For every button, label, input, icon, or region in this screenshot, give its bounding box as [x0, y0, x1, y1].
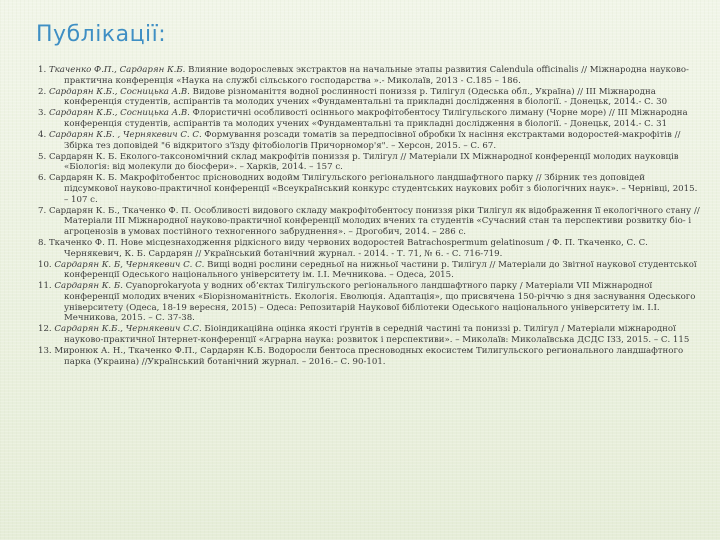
publication-number: 1. — [38, 65, 47, 75]
publication-list — [38, 65, 700, 368]
publication-number: 8. — [38, 238, 47, 248]
publication-number: 13. — [38, 345, 52, 356]
publication-text: Водоросли бентоса пресноводных екосистем Тилигульского регионального ландшафтного парка (Украина) //Український ботанічний журнал. – 2016.– С. 90-101. — [64, 345, 684, 367]
publication-text: Видове різноманіття водної рослинності пониззя р. Тилігул (Одеська обл., Україна) // III Міжнародна конференція студентів, аспірантів та молодих учених «Фундаментальні та прикладні дослідження в біології. - Донецьк, 2014.- С. 30 — [64, 86, 668, 108]
publication-item — [38, 130, 700, 151]
publication-authors: Сардарян К.Б., Чернякевич С.С. — [54, 324, 202, 335]
publication-item — [38, 65, 700, 86]
publication-item — [38, 260, 700, 281]
publication-authors: Сардарян К. Б., Ткаченко Ф. П. — [48, 205, 192, 216]
publication-item — [38, 152, 700, 173]
publication-text: Біоіндикаційна оцінка якості ґрунтів в середній частині та пониззі р. Тилігул / Матеріали міжнародної науково-практичної Інтернет-конференції «Аграрна наука: розвиток і перспективи». – Миколаїв: Миколаївська ДСДС ІЗЗ, 2015. – С. 115 — [64, 324, 690, 345]
publication-text: Вищі водні рослини середньої на нижньої частини р. Тилігул // Матеріали до Звітної наукової студентської конференції Одеського національного університету ім. І.І. Мечникова. – Одеса, 2015. — [64, 259, 697, 281]
publication-text: Cyanoprokaryota у водних об’єктах Тилігульского регіонального ландшафтного парку / Матеріали VII Міжнародної конференції молодих вчених «Біорізноманітність. Екологія. Еволюція. Адаптація», що присвячена 150-річчю з дня заснування Одеського університету (Одеса, 18-19 вересня, 2015) – Одеса: Репозитарій Наукової бібліотеки Одеського національного університету ім. І.І. Мечникова, 2015. – С. 37-38. — [64, 281, 696, 324]
publication-authors: Сардарян К.Б., Сосницька А.В. — [48, 86, 190, 97]
publication-number: 12. — [38, 324, 52, 335]
publication-number: 7. — [38, 205, 47, 216]
publication-item — [38, 108, 700, 129]
publication-item — [38, 324, 700, 345]
publication-item — [38, 206, 700, 238]
publication-authors: Сардарян К.Б. , Чернякевич С. С. — [48, 130, 202, 141]
publication-number: 3. — [38, 108, 47, 119]
publication-item — [38, 173, 700, 205]
publication-number: 11. — [38, 281, 52, 292]
publication-item — [38, 87, 700, 108]
publication-number: 2. — [38, 86, 47, 97]
publication-authors: Сардарян К. Б. — [48, 173, 118, 184]
publication-number: 5. — [38, 151, 47, 162]
publication-authors: Миронюк А. Н., Ткаченко Ф.П., Сардарян К.Б. — [54, 345, 266, 356]
publication-item — [38, 238, 700, 259]
publication-number: 10. — [38, 259, 52, 270]
publication-authors: Ткаченко Ф. П. — [48, 238, 118, 248]
publication-text: Флористичні особливості осіннього макрофітобентосу Тилігульского лиману (Чорне море) // III Міжнародна конференція студентів, аспірантів та молодих учених «Фундаментальні та прикладні дослідження в біології. - Донецьк, 2014.- С. 31 — [64, 108, 688, 129]
publication-text: Особливості видового складу макрофітобентосу пониззя ріки Тилігул як відображення її екологічного стану // Матеріали III Міжнародної науково-практичної конференції молодих вчених та студентів «Сучасний стан та перспективи розвитку біо- і агроценозів в умовах постійного техногенного забруднення». – Дрогобич, 2014. – 286 с. — [64, 205, 700, 237]
publication-text: Формування розсади томатів за передпосівної обробки їх насіння екстрактами водоростей-макрофітів // Збірка тез доповідей "6 відкритого з'їзду фітобіологів Причорномор'я". – Херсон, 2015. – С. 67. — [64, 130, 681, 151]
publication-text: Еколого-таксономічний склад макрофітів пониззя р. Тилігул // Матеріали IX Міжнародної конференції молодих науковців «Біологія: від молекули до біосфери». – Харків, 2014. – 157 с. — [64, 151, 679, 173]
publication-authors: Сардарян К.Б., Сосницька А.В. — [48, 108, 190, 119]
publication-authors: Сардарян К. Б, Чернякевич С. С. — [54, 259, 205, 270]
publication-authors: Сардарян К. Б. — [48, 151, 118, 162]
publication-authors: Ткаченко Ф.П., Сардарян К.Б. — [48, 65, 186, 75]
publication-item — [38, 346, 700, 367]
publication-number: 6. — [38, 173, 47, 184]
publication-number: 4. — [38, 130, 47, 141]
publication-item — [38, 281, 700, 323]
publication-text: Макрофітобентос прісноводних водойм Тилігульского регіонального ландшафтного парку // Збірник тез доповідей підсумкової науково-практичної конференції «Всеукраїнський конкурс студентських наукових робіт з біологічних наук». – Чернівці, 2015. – 107 с. — [64, 173, 698, 205]
publication-text: Нове місцезнаходження рідкісного виду червоних водоростей Batrachospermum gelatinosum / Ф. П. Ткаченко, С. С. Чернякевич, К. Б. Сардарян // Український ботанічний журнал. - 2014. - Т. 71, № 6. - С. 716-719. — [64, 238, 648, 259]
slide-title: Публікації: — [36, 22, 167, 47]
publication-text: Влияние водорослевых экстрактов на начальные этапы развития Calendula officinalis // Міжнародна науково-практична конференція «Наука на службі сільського господарства ».- Миколаїв, 2013 - С.185 – 186. — [64, 65, 689, 86]
publication-authors: Сардарян К. Б. — [54, 281, 123, 292]
